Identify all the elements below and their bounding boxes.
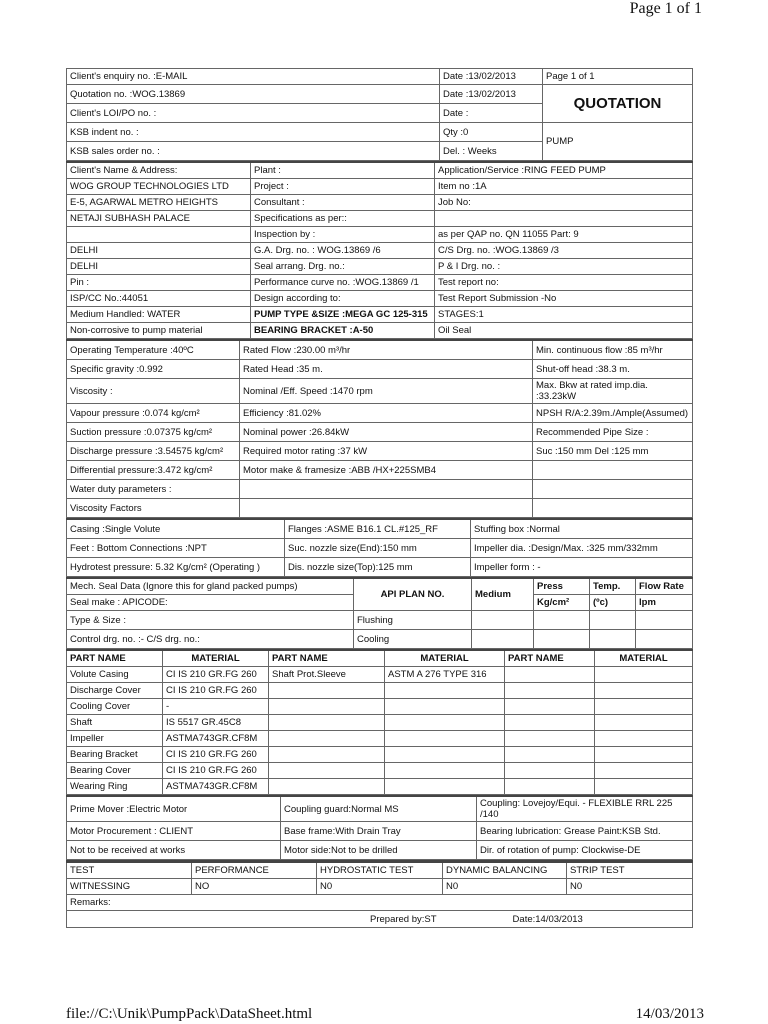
page-number-header: Page 1 of 1 [629, 0, 702, 17]
operating-cell: Vapour pressure :0.074 kg/cm² [67, 404, 240, 423]
client-left-cell: WOG GROUP TECHNOLOGIES LTD [67, 179, 251, 195]
part-name-cell [269, 715, 385, 731]
material-cell [385, 715, 505, 731]
client-row [67, 195, 693, 211]
part-name-cell [505, 715, 595, 731]
client-row [67, 227, 693, 243]
material-cell [385, 747, 505, 763]
casing-cell: Feet : Bottom Connections :NPT [67, 539, 285, 558]
drive-cell: Dir. of rotation of pump: Clockwise-DE [477, 841, 693, 860]
client-left-cell: ISP/CC No.:44051 [67, 291, 251, 307]
operating-cell [533, 461, 693, 480]
operating-cell: Max. Bkw at rated imp.dia. :33.23kW [533, 379, 693, 404]
client-right-cell: as per QAP no. QN 11055 Part: 9 [435, 227, 693, 243]
client-middle-cell: Performance curve no. :WOG.13869 /1 [251, 275, 435, 291]
seal-table [66, 577, 693, 649]
part-name-cell [269, 747, 385, 763]
parts-row [67, 779, 693, 795]
flow-rate-header: Flow Rate [636, 578, 693, 595]
client-row [67, 291, 693, 307]
client-middle-cell: Plant : [251, 162, 435, 179]
client-table [66, 161, 693, 339]
operating-cell: Required motor rating :37 kW [240, 442, 533, 461]
client-middle-cell: Consultant : [251, 195, 435, 211]
client-left-cell: E-5, AGARWAL METRO HEIGHTS [67, 195, 251, 211]
drive-cell: Not to be received at works [67, 841, 281, 860]
material-cell: ASTMA743GR.CF8M [163, 731, 269, 747]
client-left-cell: DELHI [67, 243, 251, 259]
pump-label: PUMP [543, 123, 693, 161]
client-right-cell: Application/Service :RING FEED PUMP [435, 162, 693, 179]
part-name-cell: Volute Casing [67, 667, 163, 683]
material-cell: CI IS 210 GR.FG 260 [163, 747, 269, 763]
operating-cell: Efficiency :81.02% [240, 404, 533, 423]
material-header-3: MATERIAL [595, 650, 693, 667]
parts-row [67, 667, 693, 683]
flushing-press [534, 611, 590, 630]
client-left-cell: DELHI [67, 259, 251, 275]
client-left-cell: NETAJI SUBHASH PALACE [67, 211, 251, 227]
part-name-cell [505, 667, 595, 683]
client-middle-cell: Design according to: [251, 291, 435, 307]
test-value-cell: N0 [567, 879, 693, 895]
operating-cell: Shut-off head :38.3 m. [533, 360, 693, 379]
parts-row [67, 763, 693, 779]
part-name-cell [269, 779, 385, 795]
delivery: Del. : Weeks [440, 142, 543, 161]
material-cell [385, 763, 505, 779]
part-name-header-1: PART NAME [67, 650, 163, 667]
operating-cell: NPSH R/A:2.39m./Ample(Assumed) [533, 404, 693, 423]
api-plan-header: API PLAN NO. [354, 578, 472, 611]
ksb-indent: KSB indent no. : [67, 123, 440, 142]
operating-cell: Differential pressure:3.472 kg/cm² [67, 461, 240, 480]
operating-row [67, 340, 693, 360]
operating-cell: Viscosity Factors [67, 499, 240, 518]
casing-cell: Flanges :ASME B16.1 CL.#125_RF [285, 519, 471, 539]
page-count: Page 1 of 1 [543, 69, 693, 85]
material-cell [385, 779, 505, 795]
client-right-cell: P & I Drg. no. : [435, 259, 693, 275]
cooling-press [534, 630, 590, 649]
client-left-cell: Pin : [67, 275, 251, 291]
operating-cell: Specific gravity :0.992 [67, 360, 240, 379]
parts-row [67, 683, 693, 699]
flushing-flow [636, 611, 693, 630]
test-value-cell: N0 [443, 879, 567, 895]
drive-cell: Bearing lubrication: Grease Paint:KSB Std. [477, 822, 693, 841]
datasheet [66, 68, 692, 928]
operating-cell: Rated Head :35 m. [240, 360, 533, 379]
prepared-by: Prepared by:ST [370, 913, 437, 925]
medium-header: Medium [472, 578, 534, 611]
material-cell [385, 699, 505, 715]
operating-cell [240, 499, 533, 518]
parts-row [67, 747, 693, 763]
material-cell [595, 763, 693, 779]
client-middle-cell: BEARING BRACKET :A-50 [251, 323, 435, 339]
part-name-cell: Impeller [67, 731, 163, 747]
part-name-cell [505, 683, 595, 699]
client-left-cell: Medium Handled: WATER [67, 307, 251, 323]
press-unit: Kg/cm² [534, 595, 590, 611]
drive-table [66, 795, 693, 860]
client-right-cell: Item no :1A [435, 179, 693, 195]
part-name-cell [505, 763, 595, 779]
test-value-cell: N0 [317, 879, 443, 895]
part-name-cell: Shaft [67, 715, 163, 731]
parts-row [67, 731, 693, 747]
part-name-cell: Discharge Cover [67, 683, 163, 699]
seal-make: Seal make : APICODE: [67, 595, 354, 611]
client-loi: Client's LOI/PO no. : [67, 104, 440, 123]
client-row [67, 211, 693, 227]
part-name-cell: Shaft Prot.Sleeve [269, 667, 385, 683]
material-cell [595, 683, 693, 699]
operating-cell: Water duty parameters : [67, 480, 240, 499]
casing-row [67, 558, 693, 577]
mech-seal-data: Mech. Seal Data (Ignore this for gland packed pumps) [67, 578, 354, 595]
operating-cell [240, 480, 533, 499]
operating-row [67, 499, 693, 518]
operating-cell: Motor make & framesize :ABB /HX+225SMB4 [240, 461, 533, 480]
operating-cell [533, 480, 693, 499]
drive-row [67, 841, 693, 860]
date-1: Date :13/02/2013 [440, 69, 543, 85]
operating-row [67, 423, 693, 442]
drive-cell: Motor side:Not to be drilled [281, 841, 477, 860]
material-cell: ASTMA743GR.CF8M [163, 779, 269, 795]
client-row [67, 323, 693, 339]
casing-cell: Impeller dia. :Design/Max. :325 mm/332mm [471, 539, 693, 558]
drive-cell: Prime Mover :Electric Motor [67, 796, 281, 822]
material-cell: - [163, 699, 269, 715]
client-right-cell: C/S Drg. no. :WOG.13869 /3 [435, 243, 693, 259]
file-path: file://C:\Unik\PumpPack\DataSheet.html [66, 1006, 313, 1022]
client-middle-cell: Project : [251, 179, 435, 195]
qty: Qty :0 [440, 123, 543, 142]
casing-table [66, 518, 693, 577]
part-name-cell [269, 699, 385, 715]
prepared-date: Date:14/03/2013 [512, 913, 583, 925]
material-header-1: MATERIAL [163, 650, 269, 667]
test-header-cell: PERFORMANCE [192, 862, 317, 879]
client-row [67, 259, 693, 275]
operating-row [67, 404, 693, 423]
material-cell [385, 683, 505, 699]
operating-cell: Nominal /Eff. Speed :1470 rpm [240, 379, 533, 404]
client-middle-cell: Specifications as per:: [251, 211, 435, 227]
part-name-cell [269, 731, 385, 747]
part-name-cell [505, 779, 595, 795]
material-cell [595, 667, 693, 683]
print-date: 14/03/2013 [635, 1006, 704, 1022]
client-right-cell: Oil Seal [435, 323, 693, 339]
flushing: Flushing [354, 611, 472, 630]
operating-row [67, 379, 693, 404]
client-right-cell: Test Report Submission -No [435, 291, 693, 307]
operating-cell: Rated Flow :230.00 m³/hr [240, 340, 533, 360]
drive-cell: Coupling: Lovejoy/Equi. - FLEXIBLE RRL 225 /140 [477, 796, 693, 822]
material-cell: CI IS 210 GR.FG 260 [163, 667, 269, 683]
ksb-sales-order: KSB sales order no. : [67, 142, 440, 161]
material-cell: IS 5517 GR.45C8 [163, 715, 269, 731]
operating-cell: Suc :150 mm Del :125 mm [533, 442, 693, 461]
operating-table [66, 339, 693, 518]
part-name-cell: Cooling Cover [67, 699, 163, 715]
operating-cell: Operating Temperature :40ºC [67, 340, 240, 360]
operating-cell: Recommended Pipe Size : [533, 423, 693, 442]
parts-row [67, 699, 693, 715]
casing-cell: Dis. nozzle size(Top):125 mm [285, 558, 471, 577]
test-value-cell: NO [192, 879, 317, 895]
operating-row [67, 461, 693, 480]
part-name-cell [269, 763, 385, 779]
client-right-cell: STAGES:1 [435, 307, 693, 323]
material-cell [595, 747, 693, 763]
header-table [66, 68, 693, 161]
client-row [67, 307, 693, 323]
part-name-cell: Bearing Cover [67, 763, 163, 779]
material-cell [595, 731, 693, 747]
client-right-cell [435, 211, 693, 227]
operating-row [67, 442, 693, 461]
part-name-header-3: PART NAME [505, 650, 595, 667]
test-header-cell: TEST [67, 862, 192, 879]
operating-cell [533, 499, 693, 518]
material-cell: CI IS 210 GR.FG 260 [163, 763, 269, 779]
material-cell [595, 779, 693, 795]
operating-cell: Nominal power :26.84kW [240, 423, 533, 442]
casing-cell: Suc. nozzle size(End):150 mm [285, 539, 471, 558]
client-left-cell [67, 227, 251, 243]
flushing-temp [590, 611, 636, 630]
flow-unit: lpm [636, 595, 693, 611]
test-header-cell: DYNAMIC BALANCING [443, 862, 567, 879]
drive-row [67, 796, 693, 822]
casing-cell: Casing :Single Volute [67, 519, 285, 539]
operating-cell: Min. continuous flow :85 m³/hr [533, 340, 693, 360]
parts-row [67, 715, 693, 731]
client-row [67, 243, 693, 259]
material-cell [595, 699, 693, 715]
client-right-cell: Job No: [435, 195, 693, 211]
material-header-2: MATERIAL [385, 650, 505, 667]
material-cell [385, 731, 505, 747]
cooling: Cooling [354, 630, 472, 649]
client-left-cell: Non-corrosive to pump material [67, 323, 251, 339]
client-middle-cell: PUMP TYPE &SIZE :MEGA GC 125-315 [251, 307, 435, 323]
tests-table [66, 860, 693, 928]
cooling-temp [590, 630, 636, 649]
material-cell: CI IS 210 GR.FG 260 [163, 683, 269, 699]
temp-unit: (ºc) [590, 595, 636, 611]
part-name-cell: Wearing Ring [67, 779, 163, 795]
type-size: Type & Size : [67, 611, 354, 630]
material-cell: ASTM A 276 TYPE 316 [385, 667, 505, 683]
client-middle-cell: Seal arrang. Drg. no.: [251, 259, 435, 275]
flushing-medium [472, 611, 534, 630]
quotation-title: QUOTATION [543, 85, 693, 123]
part-name-cell: Bearing Bracket [67, 747, 163, 763]
drive-row [67, 822, 693, 841]
client-row [67, 275, 693, 291]
casing-row [67, 539, 693, 558]
date-2: Date :13/02/2013 [440, 85, 543, 104]
client-middle-cell: G.A. Drg. no. : WOG.13869 /6 [251, 243, 435, 259]
casing-cell: Hydrotest pressure: 5.32 Kg/cm² (Operating ) [67, 558, 285, 577]
cooling-medium [472, 630, 534, 649]
client-middle-cell: Inspection by : [251, 227, 435, 243]
client-row [67, 179, 693, 195]
client-enquiry: Client's enquiry no. :E-MAIL [67, 69, 440, 85]
operating-cell: Suction pressure :0.07375 kg/cm² [67, 423, 240, 442]
test-header-cell: HYDROSTATIC TEST [317, 862, 443, 879]
control-drawing: Control drg. no. :- C/S drg. no.: [67, 630, 354, 649]
test-value-cell: WITNESSING [67, 879, 192, 895]
part-name-cell [505, 747, 595, 763]
temp-header: Temp. [590, 578, 636, 595]
part-name-header-2: PART NAME [269, 650, 385, 667]
operating-cell: Viscosity : [67, 379, 240, 404]
client-right-cell: Test report no: [435, 275, 693, 291]
part-name-cell [505, 699, 595, 715]
part-name-cell [505, 731, 595, 747]
casing-cell: Impeller form : - [471, 558, 693, 577]
drive-cell: Base frame:With Drain Tray [281, 822, 477, 841]
operating-row [67, 480, 693, 499]
date-3: Date : [440, 104, 543, 123]
part-name-cell [269, 683, 385, 699]
material-cell [595, 715, 693, 731]
parts-table [66, 649, 693, 795]
operating-row [67, 360, 693, 379]
test-header-cell: STRIP TEST [567, 862, 693, 879]
remarks: Remarks: [67, 895, 693, 911]
drive-cell: Motor Procurement : CLIENT [67, 822, 281, 841]
quotation-number: Quotation no. :WOG.13869 [67, 85, 440, 104]
drive-cell: Coupling guard:Normal MS [281, 796, 477, 822]
casing-cell: Stuffing box :Normal [471, 519, 693, 539]
press-header: Press [534, 578, 590, 595]
cooling-flow [636, 630, 693, 649]
operating-cell: Discharge pressure :3.54575 kg/cm² [67, 442, 240, 461]
casing-row [67, 519, 693, 539]
client-left-cell: Client's Name & Address: [67, 162, 251, 179]
client-row [67, 162, 693, 179]
